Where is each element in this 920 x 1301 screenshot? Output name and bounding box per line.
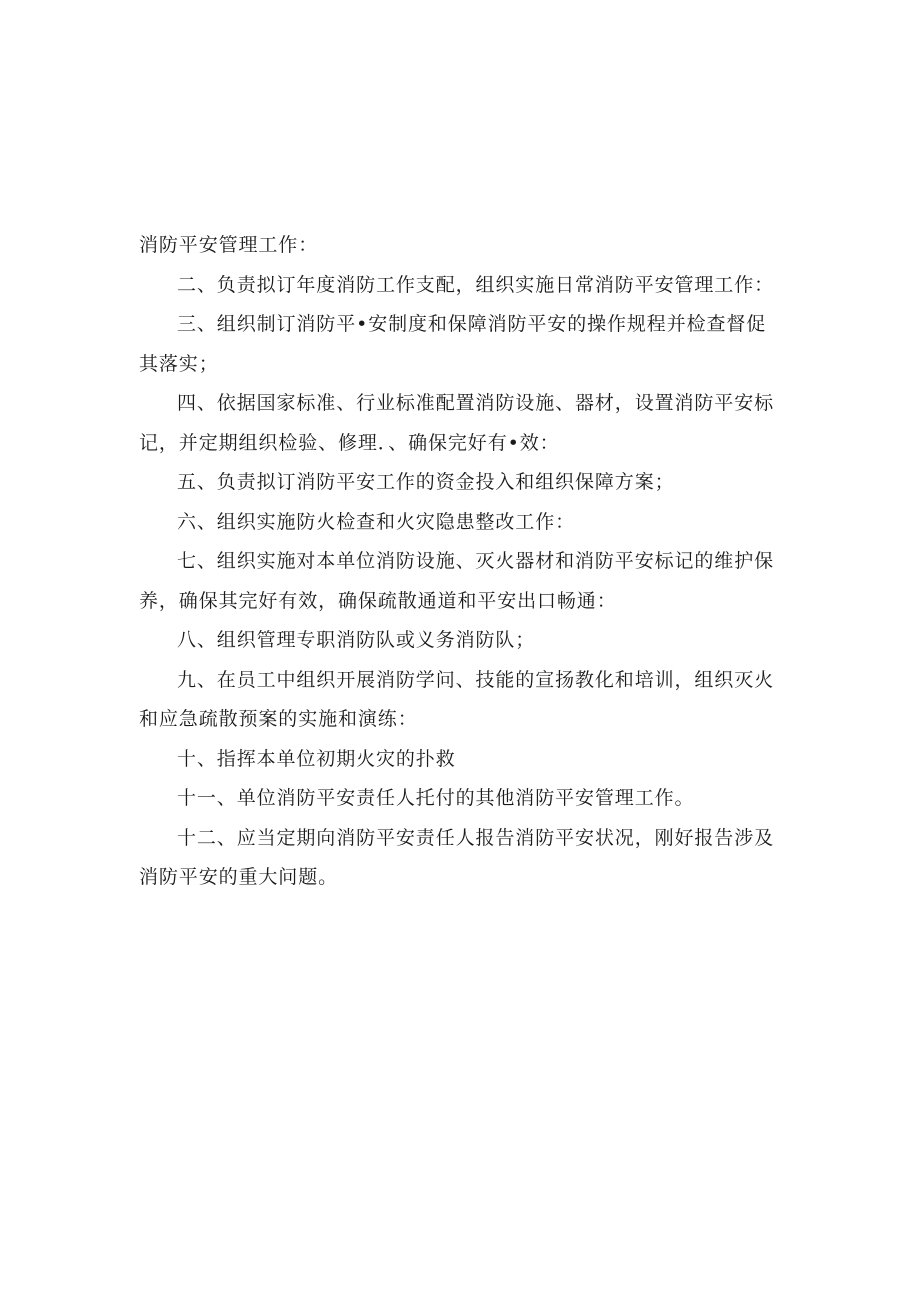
text-line-item-2: 二、负责拟订年度消防工作支配，组织实施日常消防平安管理工作： — [177, 273, 775, 296]
text-line-item-10: 十、指挥本单位初期火灾的扑救 — [177, 747, 456, 770]
text-line-item-4: 四、依据国家标准、行业标准配置消防设施、器材，设置消防平安标 — [177, 392, 775, 414]
text-line-continuation: 消防平安管理工作： — [139, 234, 319, 256]
text-line-item-3-cont: 其落实； — [139, 352, 219, 375]
text-line-item-11: 十一、单位消防平安责任人托付的其他消防平安管理工作。 — [177, 787, 695, 809]
text-line-item-3: 三、组织制订消防平•安制度和保障消防平安的操作规程并检查督促 — [177, 313, 767, 335]
text-line-item-12: 十二、应当定期向消防平安责任人报告消防平安状况，刚好报告涉及 — [177, 826, 775, 849]
text-line-item-6: 六、组织实施防火检查和火灾隐患整改工作： — [177, 510, 576, 533]
text-line-item-7-cont: 养，确保其完好有效，确保疏散通道和平安出口畅通： — [139, 589, 617, 612]
text-line-item-8: 八、组织管理专职消防队或义务消防队； — [177, 629, 536, 651]
text-line-item-12-cont: 消防平安的重大问题。 — [139, 866, 339, 888]
text-line-item-9-cont: 和应急疏散预案的实施和演练： — [139, 708, 418, 730]
text-line-item-4-cont: 记，并定期组织检验、修理．、确保完好有•效： — [139, 431, 560, 454]
text-line-item-7: 七、组织实施对本单位消防设施、灭火器材和消防平安标记的维护保 — [177, 550, 775, 572]
document-body — [139, 226, 789, 898]
text-line-item-9: 九、在员工中组织开展消防学问、技能的宣扬教化和培训，组织灭火 — [177, 668, 775, 691]
text-line-item-5: 五、负责拟订消防平安工作的资金投入和组织保障方案； — [177, 471, 675, 493]
